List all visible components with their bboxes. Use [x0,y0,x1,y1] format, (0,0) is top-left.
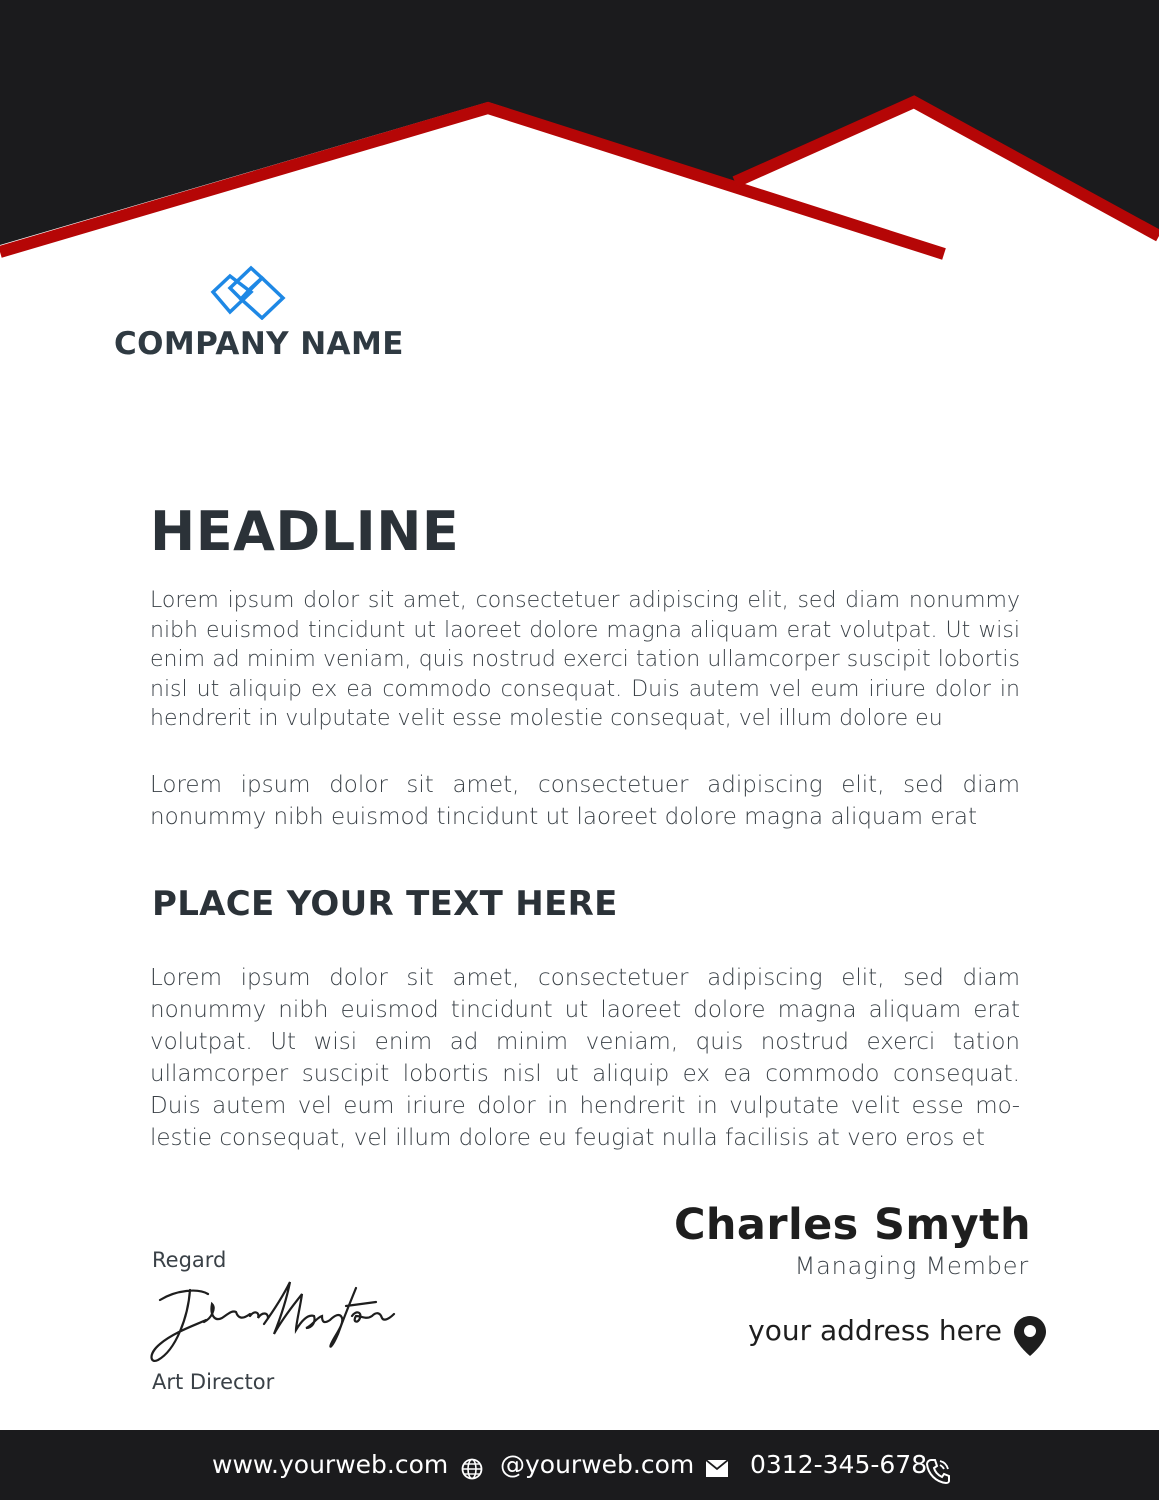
header-dark-band [0,0,1159,245]
footer-phone[interactable]: 0312-345-678 [750,1450,928,1479]
body-paragraph-3: Lorem ipsum dolor sit amet, consectetuer adipiscing elit, sed diam nonummy nibh euismod tincidunt ut laoreet dolore magna aliquam erat volutpat. Ut wisi enim ad minim veniam, quis nostrud exerci tation ullamcorper suscipit lobortis nisl ut aliquip ex ea commodo consequat. Duis autem vel eum iriure dolor in hendrerit in vulputate velit esse molestie consequat, vel illum dolore eu feugiat nulla facilisis at vero eros et [150,965,1020,1151]
envelope-icon [706,1460,728,1477]
footer-website[interactable]: www.yourweb.com [212,1450,449,1479]
handwritten-signature [146,1272,396,1367]
body-paragraph-2: Lorem ipsum dolor sit amet, consectetuer adipiscing elit, sed diam nonummy nibh euismod tincidunt ut laoreet dolore magna aliquam erat [150,772,1020,830]
location-pin-icon [1012,1314,1048,1358]
body-paragraph-1: Lorem ipsum dolor sit amet, consectetuer adipiscing elit, sed diam nonummy nibh euismod tincidunt ut laoreet dolore magna aliquam erat volutpat. Ut wisi enim ad minim veniam, quis nostrud exerci tation ullamcorper suscipit lobortis nisl ut aliquip ex ea commodo consequat. Duis autem vel eum iriure dolor in hendrerit in vulputate velit esse molestie consequat, vel illum dolore eu [150,588,1020,731]
footer-email[interactable]: @yourweb.com [500,1450,695,1479]
headline: HEADLINE [150,500,460,563]
header-decoration [0,0,1159,270]
sender-name: Charles Smyth [673,1200,1031,1250]
company-name: COMPANY NAME [114,326,404,362]
footer-bar [0,1430,1159,1500]
diamond-squares-logo [208,256,294,320]
sender-address: your address here [748,1314,1002,1347]
globe-icon [461,1458,483,1480]
subheading: PLACE YOUR TEXT HERE [152,884,618,924]
regard-label: Regard [152,1248,227,1272]
sender-title: Managing Member [794,1252,1029,1280]
signer-role: Art Director [152,1370,275,1394]
phone-icon [926,1458,950,1484]
